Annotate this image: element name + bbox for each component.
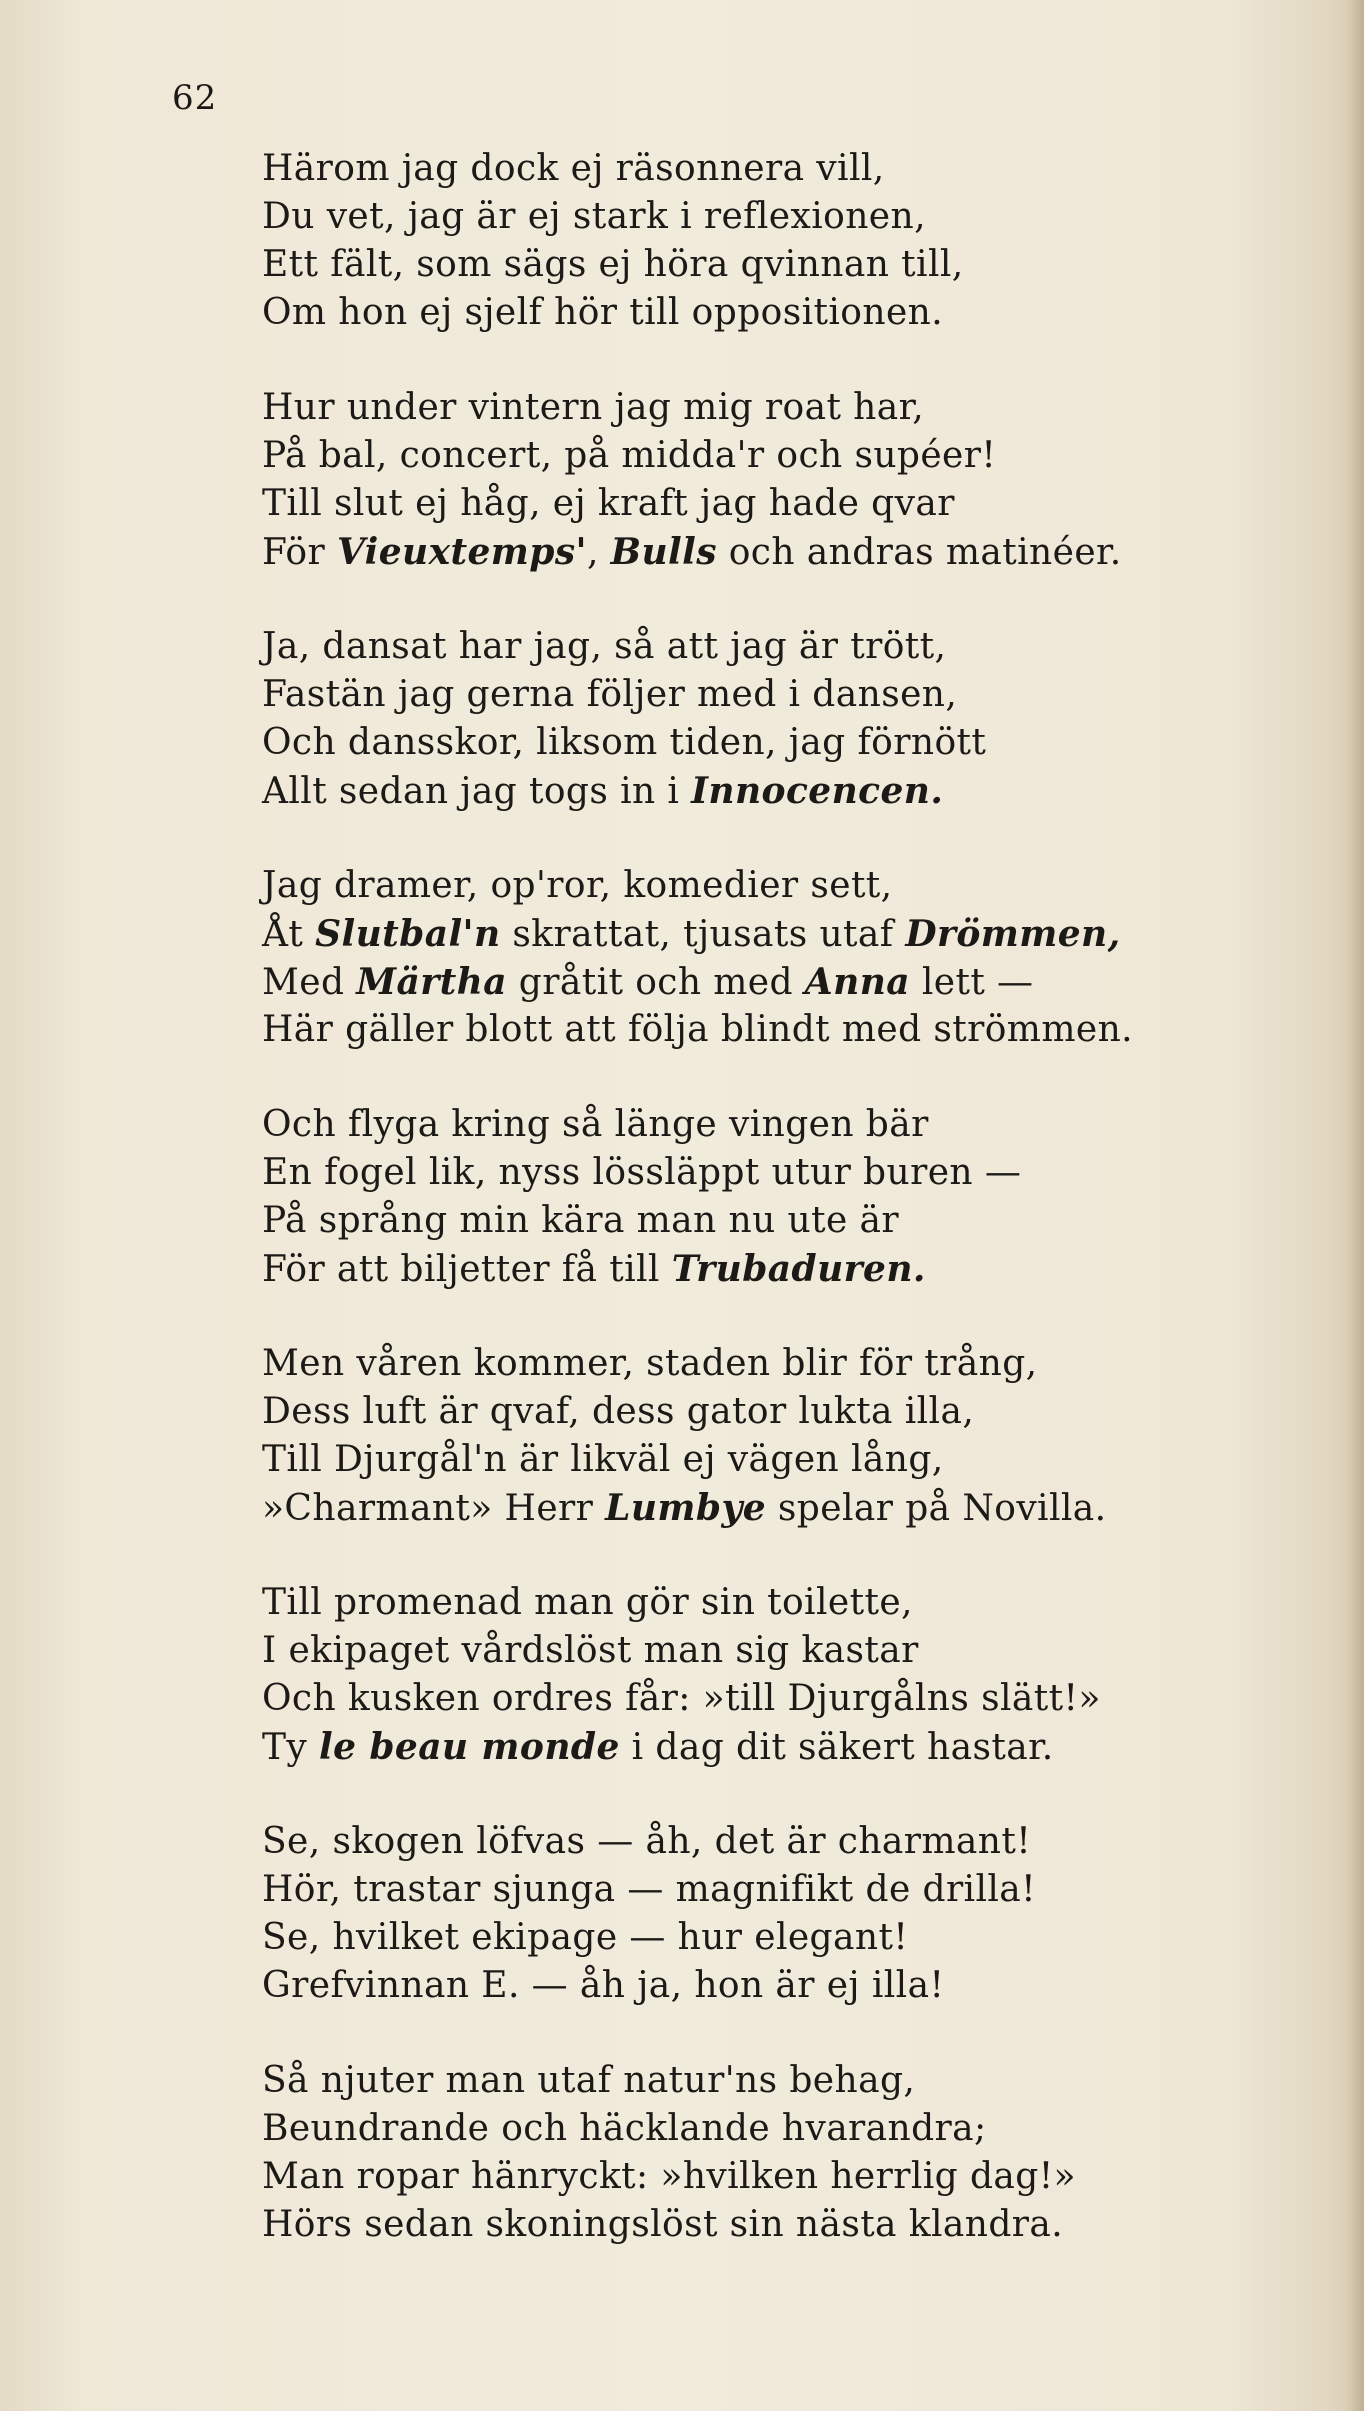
italic-title: Drömmen, bbox=[905, 913, 1121, 955]
verse-line bbox=[262, 1436, 1272, 1484]
stanza bbox=[262, 1101, 1272, 1293]
verse-line bbox=[262, 2057, 1272, 2105]
verse-text: Se, skogen löfvas — åh, det är charmant! bbox=[262, 1821, 1032, 1862]
verse-line bbox=[262, 767, 1272, 815]
stanza bbox=[262, 862, 1272, 1054]
verse-line bbox=[262, 719, 1272, 767]
stanza bbox=[262, 145, 1272, 337]
stanza bbox=[262, 1818, 1272, 2010]
verse-text: Ja, dansat har jag, så att jag är trött, bbox=[262, 626, 947, 667]
verse-line bbox=[262, 432, 1272, 480]
stanza bbox=[262, 2057, 1272, 2249]
verse-text: Och flyga kring så länge vingen bär bbox=[262, 1104, 929, 1145]
verse-line bbox=[262, 384, 1272, 432]
verse-text: Ett fält, som sägs ej höra qvinnan till, bbox=[262, 244, 964, 285]
italic-title: Anna bbox=[804, 961, 911, 1003]
verse-text: i dag dit säkert hastar. bbox=[619, 1727, 1054, 1768]
verse-line bbox=[262, 958, 1272, 1006]
verse-line bbox=[262, 193, 1272, 241]
verse-line bbox=[262, 1149, 1272, 1197]
verse-text: Med bbox=[262, 962, 357, 1003]
verse-line bbox=[262, 1866, 1272, 1914]
verse-line bbox=[262, 528, 1272, 576]
verse-line bbox=[262, 1627, 1272, 1675]
verse-text: Åt bbox=[262, 914, 316, 955]
verse-text: Dess luft är qvaf, dess gator lukta illa, bbox=[262, 1391, 975, 1432]
verse-text: , bbox=[586, 532, 611, 573]
verse-line bbox=[262, 1388, 1272, 1436]
verse-text: I ekipaget vårdslöst man sig kastar bbox=[262, 1630, 919, 1671]
stanza bbox=[262, 384, 1272, 576]
verse-text: Man ropar hänryckt: »hvilken herrlig dag!» bbox=[262, 2156, 1076, 2197]
verse-line bbox=[262, 1245, 1272, 1293]
stanza bbox=[262, 1340, 1272, 1532]
page-number: 62 bbox=[172, 78, 218, 118]
verse-text: »Charmant» Herr bbox=[262, 1488, 606, 1529]
italic-title: Slutbal'n bbox=[315, 913, 501, 955]
verse-line bbox=[262, 910, 1272, 958]
verse-line bbox=[262, 1340, 1272, 1388]
verse-text: Och kusken ordres får: »till Djurgålns slätt!» bbox=[262, 1678, 1101, 1719]
italic-title: Innocencen. bbox=[691, 770, 944, 812]
verse-text: och andras matinéer. bbox=[716, 532, 1122, 573]
stanza bbox=[262, 1579, 1272, 1771]
verse-text: gråtit och med bbox=[506, 962, 805, 1003]
verse-text: Beundrande och häcklande hvarandra; bbox=[262, 2108, 987, 2149]
verse-text: Till slut ej håg, ej kraft jag hade qvar bbox=[262, 483, 955, 524]
verse-line bbox=[262, 862, 1272, 910]
verse-text: Om hon ej sjelf hör till oppositionen. bbox=[262, 292, 944, 333]
verse-text: Hör, trastar sjunga — magnifikt de drilla! bbox=[262, 1869, 1037, 1910]
verse-text: Till promenad man gör sin toilette, bbox=[262, 1582, 913, 1623]
verse-line bbox=[262, 1723, 1272, 1771]
verse-line bbox=[262, 671, 1272, 719]
verse-text: För att biljetter få till bbox=[262, 1249, 672, 1290]
verse-line bbox=[262, 1006, 1272, 1054]
verse-line bbox=[262, 1675, 1272, 1723]
verse-line bbox=[262, 145, 1272, 193]
verse-line bbox=[262, 2201, 1272, 2249]
verse-text: Hur under vintern jag mig roat har, bbox=[262, 387, 925, 428]
italic-title: Märtha bbox=[356, 961, 507, 1003]
verse-text: En fogel lik, nyss lössläppt utur buren — bbox=[262, 1152, 1022, 1193]
verse-line bbox=[262, 1914, 1272, 1962]
verse-line bbox=[262, 623, 1272, 671]
verse-text: Här gäller blott att följa blindt med strömmen. bbox=[262, 1009, 1134, 1050]
verse-text: Fastän jag gerna följer med i dansen, bbox=[262, 674, 958, 715]
verse-text: Hörs sedan skoningslöst sin nästa klandra. bbox=[262, 2204, 1064, 2245]
italic-title: Vieuxtemps' bbox=[336, 531, 587, 573]
verse-text: Se, hvilket ekipage — hur elegant! bbox=[262, 1917, 909, 1958]
verse-text: spelar på Novilla. bbox=[766, 1488, 1107, 1529]
verse-text: På bal, concert, på midda'r och supéer! bbox=[262, 435, 997, 476]
verse-line bbox=[262, 241, 1272, 289]
verse-line bbox=[262, 2153, 1272, 2201]
verse-line bbox=[262, 1484, 1272, 1532]
verse-text: Så njuter man utaf natur'ns behag, bbox=[262, 2060, 916, 2101]
verse-text: Härom jag dock ej räsonnera vill, bbox=[262, 148, 885, 189]
verse-text: Du vet, jag är ej stark i reflexionen, bbox=[262, 196, 926, 237]
verse-line bbox=[262, 1818, 1272, 1866]
verse-text: Och dansskor, liksom tiden, jag förnött bbox=[262, 722, 987, 763]
verse-line bbox=[262, 2105, 1272, 2153]
italic-title: le beau monde bbox=[319, 1726, 620, 1768]
verse-text: lett — bbox=[910, 962, 1034, 1003]
italic-title: Bulls bbox=[610, 531, 717, 573]
verse-line bbox=[262, 1101, 1272, 1149]
verse-text: För bbox=[262, 532, 337, 573]
verse-text: Ty bbox=[262, 1727, 319, 1768]
italic-title: Lumbye bbox=[605, 1487, 767, 1529]
verse-text: Men våren kommer, staden blir för trång, bbox=[262, 1343, 1038, 1384]
verse-line bbox=[262, 1579, 1272, 1627]
poem-body bbox=[262, 145, 1272, 2296]
verse-text: Jag dramer, op'ror, komedier sett, bbox=[262, 865, 893, 906]
verse-text: På språng min kära man nu ute är bbox=[262, 1200, 899, 1241]
italic-title: Trubaduren. bbox=[671, 1248, 926, 1290]
verse-line bbox=[262, 1197, 1272, 1245]
verse-line bbox=[262, 480, 1272, 528]
verse-line bbox=[262, 1962, 1272, 2010]
stanza bbox=[262, 623, 1272, 815]
verse-text: skrattat, tjusats utaf bbox=[500, 914, 906, 955]
verse-text: Allt sedan jag togs in i bbox=[262, 771, 692, 812]
verse-text: Grefvinnan E. — åh ja, hon är ej illa! bbox=[262, 1965, 945, 2006]
verse-line bbox=[262, 289, 1272, 337]
verse-text: Till Djurgål'n är likväl ej vägen lång, bbox=[262, 1439, 944, 1480]
